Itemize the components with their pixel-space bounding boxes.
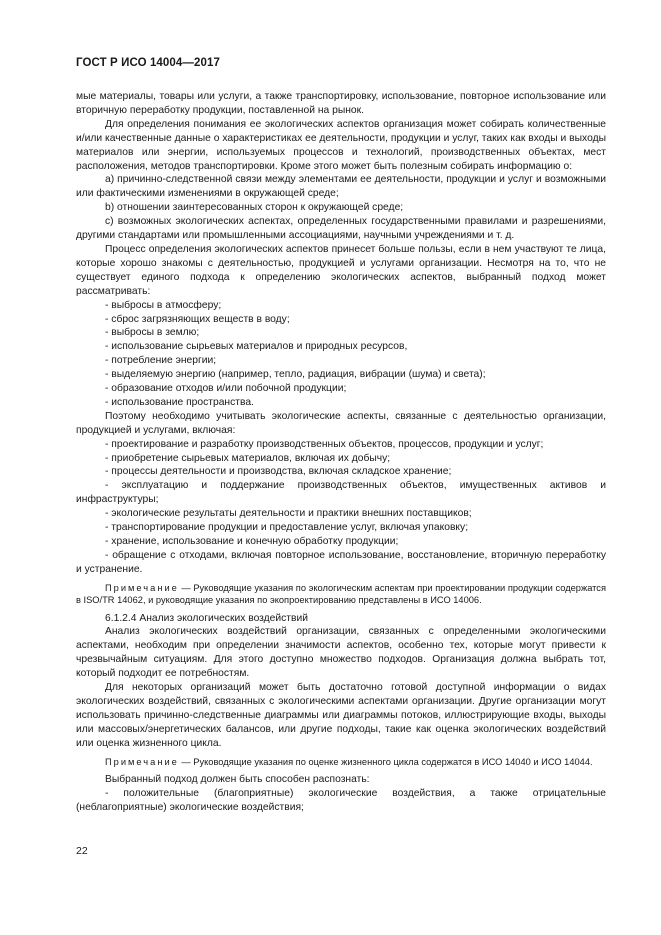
- list-item: - использование пространства.: [105, 396, 254, 408]
- list-item: - обращение с отходами, включая повторное использование, восстановление, вторичную переработку и устранение.: [76, 549, 606, 575]
- list-item: - использование сырьевых материалов и природных ресурсов,: [105, 341, 408, 353]
- list-item: a) причинно-следственной связи между элементами ее деятельности, продукции и услуг и возможными или фактическими изменениями в окружающей среде;: [76, 174, 606, 200]
- dash-list: [76, 438, 606, 577]
- list-item: - проектирование и разработку производственных объектов, процессов, продукции и услуг;: [105, 438, 544, 450]
- dash-list: [76, 299, 606, 410]
- paragraph: Анализ экологических воздействий организации, связанных с определенными экологическими аспектами, необходим при определении значимости аспектов, особенно тех, которые могут привести к чрезвычайным ситуациям. Для этого доступно множество подходов. Организация должна выбрать тот, который подходит ее потребностям.: [76, 626, 606, 680]
- note-text: — Руководящие указания по экологическим аспектам при проектировании продукции содержатся в ISO/TR 14062, и руководящие указания по экопроектированию представлены в ИСО 14006.: [76, 582, 606, 606]
- list-item: - потребление энергии;: [105, 355, 217, 367]
- list-item: - хранение, использование и конечную обработку продукции;: [105, 536, 399, 547]
- document-body: [76, 90, 606, 815]
- list-item: - приобретение сырьевых материалов, включая их добычу;: [105, 452, 391, 464]
- list-item: - эксплуатацию и поддержание производственных объектов, имущественных активов и инфраструктуры;: [76, 480, 606, 506]
- document-header: ГОСТ Р ИСО 14004—2017: [76, 57, 221, 69]
- paragraph: - положительные (благоприятные) экологические воздействия, а также отрицательные (неблагоприятные) экологические воздействия;: [76, 787, 606, 813]
- list-item: - транспортирование продукции и предоставление услуг, включая упаковку;: [105, 522, 469, 534]
- paragraph: Для определения понимания ее экологических аспектов организация может собирать количественные и/или качественные данные о характеристиках ее деятельности, продукции и услуг, таких как входы и выходы материалов или энергии, используемых процессов и технологий, производственных объектах, мест расположения, методов транспортировки. Кроме этого может быть полезным собирать информацию о:: [76, 118, 606, 172]
- list-item: - экологические результаты деятельности и практики внешних поставщиков;: [105, 508, 472, 520]
- paragraph: мые материалы, товары или услуги, а также транспортировку, использование, повторное использование или вторичную переработку продукции, поставленной на рынок.: [76, 91, 606, 116]
- list-item: - сброс загрязняющих веществ в воду;: [105, 313, 290, 325]
- paragraph: Выбранный подход должен быть способен распознать:: [105, 774, 370, 785]
- list-item: - процессы деятельности и производства, включая складское хранение;: [105, 466, 452, 478]
- list-item: - выбросы в землю;: [105, 327, 200, 339]
- note-label: Примечание: [105, 582, 179, 593]
- page-number: 22: [76, 845, 88, 857]
- note-label: Примечание: [105, 756, 179, 767]
- list-item: b) отношении заинтересованных сторон к окружающей среде;: [105, 202, 404, 214]
- paragraph: Для некоторых организаций может быть достаточно готовой доступной информации о видах экологических воздействий, связанных с экологическими аспектами организации. Другие организации могут использовать причинно-следственные диаграммы или диаграммы потоков, иллюстрирующие входы, выходы или массовых/энергетических балансов, или другие подходы, такие как оценка экологических воздействий или оценка жизненного цикла.: [76, 682, 606, 749]
- list-item: - образование отходов и/или побочной продукции;: [105, 383, 347, 395]
- paragraph: Поэтому необходимо учитывать экологические аспекты, связанные с деятельностью организации, продукцией и услугами, включая:: [76, 410, 606, 436]
- note: [76, 756, 606, 768]
- list-item: - выделяемую энергию (например, тепло, радиация, вибрации (шума) и света);: [105, 369, 486, 381]
- list-item: - выбросы в атмосферу;: [105, 299, 222, 311]
- note-text: — Руководящие указания по оценке жизненного цикла содержатся в ИСО 14040 и ИСО 14044.: [178, 756, 593, 767]
- note: [76, 582, 606, 607]
- paragraph: Процесс определения экологических аспектов принесет больше пользы, если в нем участвуют те лица, которые хорошо знакомы с деятельностью, продукцией и услугами организации. Несмотря на то, что не существует единого подхода к определению экологических аспектов, выбранный подход может рассматривать:: [76, 243, 606, 297]
- list-item: c) возможных экологических аспектах, определенных государственными правилами и разрешениями, другими стандартами или промышленными ассоциациями, научными учреждениями и т. д.: [76, 216, 606, 242]
- section-heading: 6.1.2.4 Анализ экологических воздействий: [105, 612, 308, 624]
